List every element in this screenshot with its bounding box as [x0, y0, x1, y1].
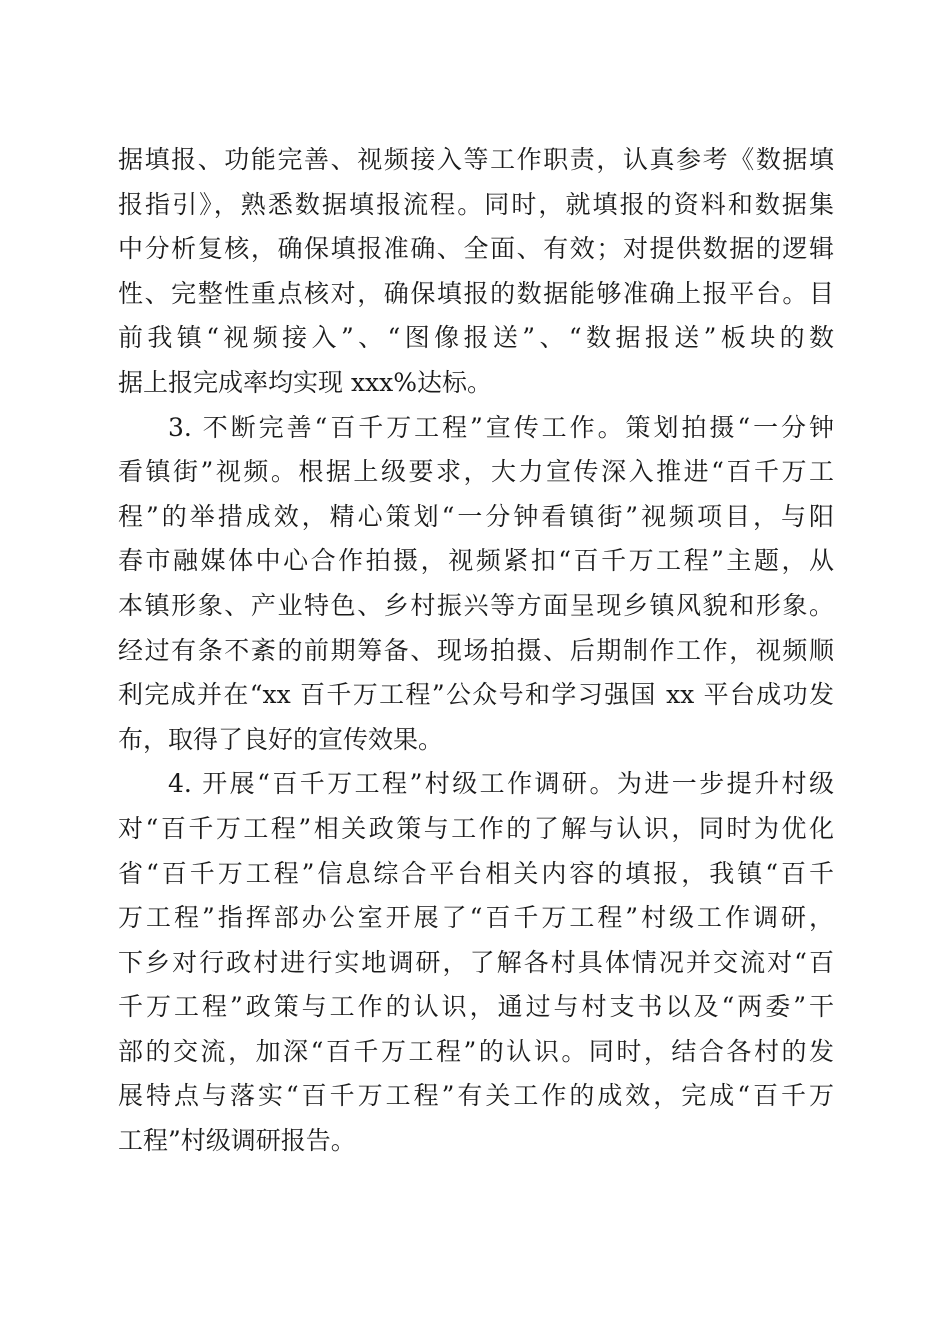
text-line: 展特点与落实“百千万工程”有关工作的成效，完成“百千万 — [118, 1081, 834, 1111]
text-line: 工程”村级调研报告。 — [118, 1126, 356, 1156]
text-line: 前我镇“视频接入”、“图像报送”、“数据报送”板块的数 — [118, 323, 834, 353]
text-line: 省“百千万工程”信息综合平台相关内容的填报，我镇“百千 — [118, 858, 834, 888]
text-line: 报指引》，熟悉数据填报流程。同时，就填报的资料和数据集 — [118, 189, 834, 219]
text-line: 4. 开展“百千万工程”村级工作调研。为进一步提升村级 — [168, 769, 834, 799]
text-line: 万工程”指挥部办公室开展了“百千万工程”村级工作调研， — [118, 903, 834, 933]
text-line: 利完成并在“xx 百千万工程”公众号和学习强国 xx 平台成功发 — [118, 680, 834, 710]
text-line: 下乡对行政村进行实地调研，了解各村具体情况并交流对“百 — [118, 947, 834, 977]
text-line: 性、完整性重点核对，确保填报的数据能够准确上报平台。目 — [118, 278, 834, 308]
text-line: 据上报完成率均实现 xxx%达标。 — [118, 367, 493, 397]
document-body — [118, 138, 834, 1164]
paragraph-continuation — [118, 138, 834, 406]
text-line: 中分析复核，确保填报准确、全面、有效；对提供数据的逻辑 — [118, 234, 834, 264]
text-line: 对“百千万工程”相关政策与工作的了解与认识，同时为优化 — [118, 813, 834, 843]
text-line: 春市融媒体中心合作拍摄，视频紧扣“百千万工程”主题，从 — [118, 546, 834, 576]
text-line: 3. 不断完善“百千万工程”宣传工作。策划拍摄“一分钟 — [168, 412, 834, 442]
text-line: 经过有条不紊的前期筹备、现场拍摄、后期制作工作，视频顺 — [118, 635, 834, 665]
text-line: 本镇形象、产业特色、乡村振兴等方面呈现乡镇风貌和形象。 — [118, 590, 834, 620]
text-line: 程”的举措成效，精心策划“一分钟看镇街”视频项目，与阳 — [118, 501, 834, 531]
text-line: 布，取得了良好的宣传效果。 — [118, 724, 444, 754]
text-line: 千万工程”政策与工作的认识，通过与村支书以及“两委”干 — [118, 992, 834, 1022]
text-line: 据填报、功能完善、视频接入等工作职责，认真参考《数据填 — [118, 145, 834, 174]
text-line: 看镇街”视频。根据上级要求，大力宣传深入推进“百千万工 — [118, 457, 834, 487]
paragraph-item-4 — [118, 762, 834, 1163]
text-line: 部的交流，加深“百千万工程”的认识。同时，结合各村的发 — [118, 1036, 834, 1066]
paragraph-item-3 — [118, 406, 834, 763]
